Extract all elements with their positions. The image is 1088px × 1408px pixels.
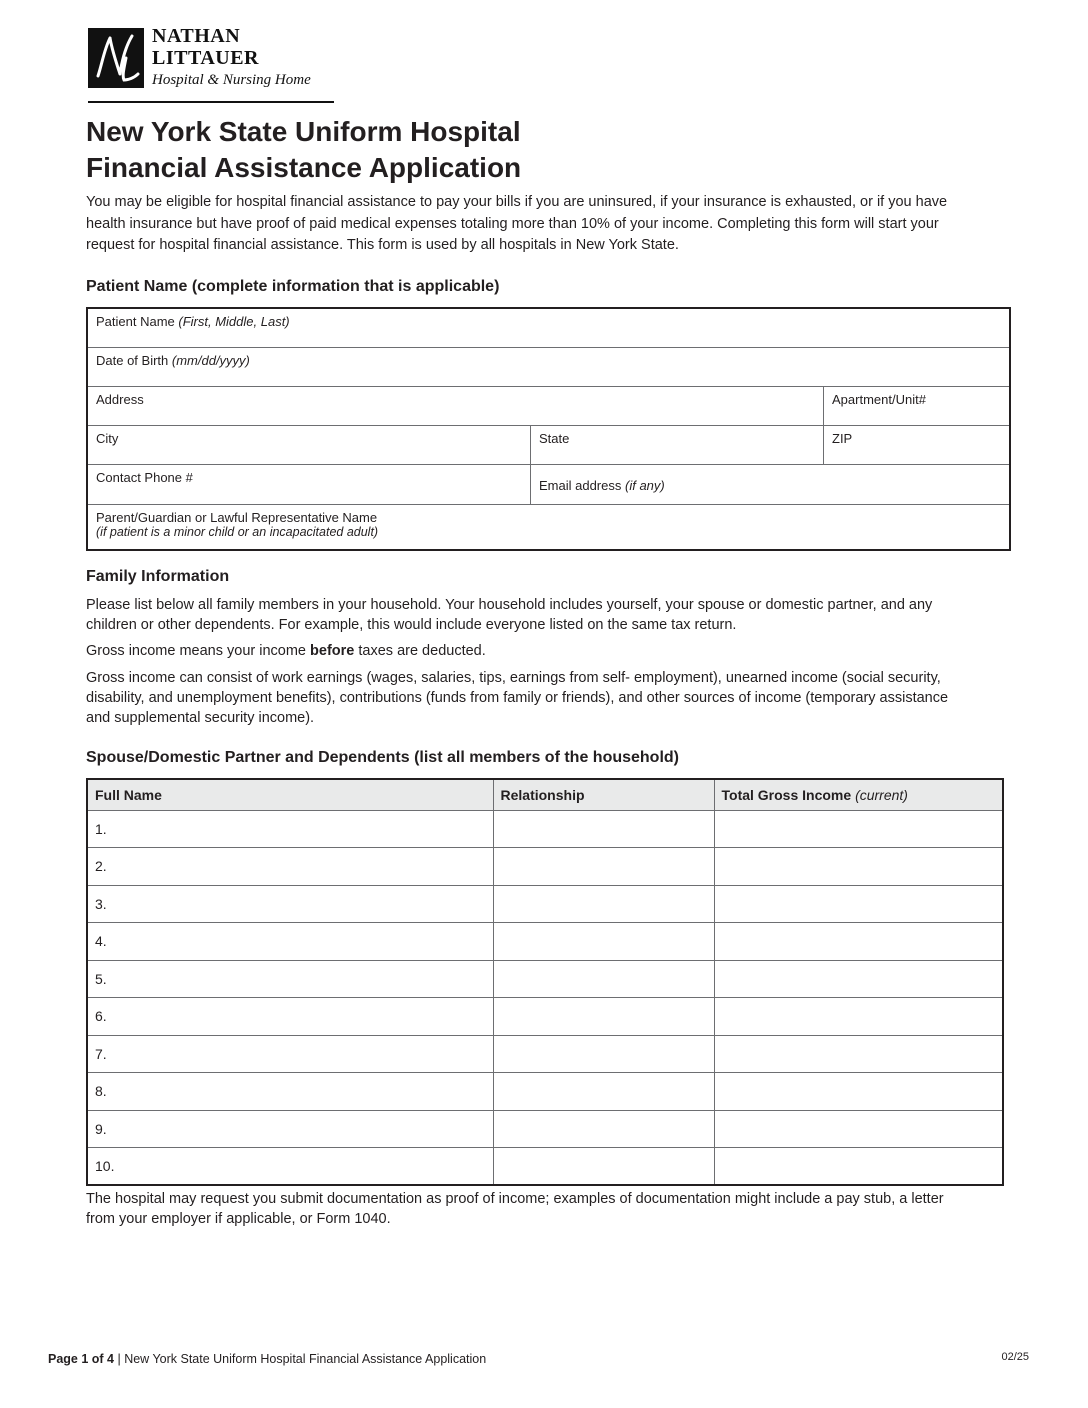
city-label: City bbox=[96, 431, 119, 446]
guardian-row bbox=[88, 505, 1009, 549]
page-title bbox=[86, 114, 521, 186]
phone-field[interactable] bbox=[88, 465, 530, 504]
patient-name-field[interactable] bbox=[88, 309, 1009, 347]
apartment-label: Apartment/Unit# bbox=[832, 392, 926, 407]
table-row bbox=[87, 998, 1003, 1036]
phone-label: Contact Phone # bbox=[96, 470, 193, 485]
contact-row bbox=[88, 465, 1009, 505]
relationship-cell[interactable] bbox=[493, 1110, 714, 1148]
table-row bbox=[87, 1035, 1003, 1073]
gross-income-cell[interactable] bbox=[714, 923, 1003, 961]
logo-name-line2: LITTAUER bbox=[152, 47, 259, 69]
relationship-cell[interactable] bbox=[493, 810, 714, 848]
relationship-cell[interactable] bbox=[493, 1148, 714, 1186]
patient-info-box bbox=[86, 307, 1011, 551]
zip-label: ZIP bbox=[832, 431, 853, 446]
full-name-cell[interactable]: 10. bbox=[87, 1148, 493, 1186]
full-name-cell[interactable]: 9. bbox=[87, 1110, 493, 1148]
state-field[interactable] bbox=[530, 426, 823, 464]
documentation-note: The hospital may request you submit documentation as proof of income; examples of documentation might include a pay stub, a letter from your employer if applicable, or Form 1040. bbox=[86, 1191, 944, 1227]
table-row bbox=[87, 848, 1003, 886]
patient-name-label: Patient Name bbox=[96, 314, 175, 329]
relationship-cell[interactable] bbox=[493, 885, 714, 923]
col-total-gross-income: Total Gross Income (current) bbox=[714, 779, 1003, 810]
title-line-2: Financial Assistance Application bbox=[86, 152, 522, 183]
email-field[interactable] bbox=[530, 465, 1009, 504]
patient-name-hint: (First, Middle, Last) bbox=[178, 314, 290, 329]
page-number: Page 1 of 4 bbox=[48, 1352, 114, 1366]
dob-hint: (mm/dd/yyyy) bbox=[171, 353, 250, 368]
revision-date: 02/25 bbox=[1001, 1351, 1029, 1363]
gross-income-cell[interactable] bbox=[714, 1148, 1003, 1186]
dob-row bbox=[88, 348, 1009, 387]
table-row bbox=[87, 960, 1003, 998]
family-paragraph-1: Please list below all family members in your household. Your household includes yourself, your spouse or domestic partner, and any children or other dependents. For example, this would include everyone listed on the same tax return. bbox=[86, 597, 933, 633]
page-footer: Page 1 of 4 | New York State Uniform Hospital Financial Assistance Application bbox=[48, 1352, 487, 1366]
family-section-heading: Family Information bbox=[86, 568, 230, 585]
relationship-cell[interactable] bbox=[493, 848, 714, 886]
email-label: Email address bbox=[539, 478, 622, 493]
full-name-cell[interactable]: 2. bbox=[87, 848, 493, 886]
patient-name-row bbox=[88, 309, 1009, 348]
family-paragraph-3: Gross income can consist of work earnings (wages, salaries, tips, earnings from self- employment), unearned income (social security, disability, and unemployment benefits), contributions (funds from family or friends), and other sources of income (temporary assistance and supplemental security income). bbox=[86, 670, 949, 726]
guardian-label: Parent/Guardian or Lawful Representative Name bbox=[96, 510, 378, 525]
hospital-logo bbox=[88, 26, 334, 106]
household-heading: Spouse/Domestic Partner and Dependents (list all members of the household) bbox=[86, 749, 679, 766]
gross-income-cell[interactable] bbox=[714, 1073, 1003, 1111]
logo-underline bbox=[88, 101, 334, 103]
family-paragraph-2: Gross income means your income before taxes are deducted. bbox=[86, 643, 486, 659]
relationship-cell[interactable] bbox=[493, 1035, 714, 1073]
full-name-cell[interactable]: 8. bbox=[87, 1073, 493, 1111]
full-name-cell[interactable]: 1. bbox=[87, 810, 493, 848]
logo-subtitle: Hospital & Nursing Home bbox=[152, 72, 311, 88]
full-name-cell[interactable]: 3. bbox=[87, 885, 493, 923]
email-hint: (if any) bbox=[625, 478, 665, 493]
patient-section-heading: Patient Name (complete information that is applicable) bbox=[86, 278, 500, 295]
col-relationship: Relationship bbox=[493, 779, 714, 810]
full-name-cell[interactable]: 6. bbox=[87, 998, 493, 1036]
full-name-cell[interactable]: 4. bbox=[87, 923, 493, 961]
intro-paragraph: You may be eligible for hospital financial assistance to pay your bills if you are uninsured, if your insurance is exhausted, or if you have health insurance but have proof of paid medical expenses totaling more than 10% of your income. Completing this form will start your request for hospital financial assistance. This form is used by all hospitals in New York State. bbox=[86, 194, 948, 253]
table-row bbox=[87, 810, 1003, 848]
full-name-cell[interactable]: 7. bbox=[87, 1035, 493, 1073]
title-line-1: New York State Uniform Hospital bbox=[86, 116, 521, 147]
address-field[interactable] bbox=[88, 387, 823, 425]
relationship-cell[interactable] bbox=[493, 923, 714, 961]
relationship-cell[interactable] bbox=[493, 998, 714, 1036]
table-row bbox=[87, 1110, 1003, 1148]
dob-label: Date of Birth bbox=[96, 353, 169, 368]
table-row bbox=[87, 1073, 1003, 1111]
gross-income-cell[interactable] bbox=[714, 1035, 1003, 1073]
household-table-header bbox=[87, 779, 1003, 810]
zip-field[interactable] bbox=[823, 426, 1009, 464]
relationship-cell[interactable] bbox=[493, 960, 714, 998]
table-row bbox=[87, 1148, 1003, 1186]
guardian-hint: (if patient is a minor child or an incapacitated adult) bbox=[96, 525, 379, 539]
dob-field[interactable] bbox=[88, 348, 1009, 386]
city-field[interactable] bbox=[88, 426, 530, 464]
gross-income-cell[interactable] bbox=[714, 810, 1003, 848]
household-table bbox=[86, 778, 1004, 1186]
state-label: State bbox=[539, 431, 570, 446]
table-row bbox=[87, 923, 1003, 961]
nl-monogram-icon bbox=[88, 28, 144, 88]
apartment-field[interactable] bbox=[823, 387, 1009, 425]
gross-income-cell[interactable] bbox=[714, 885, 1003, 923]
table-row bbox=[87, 885, 1003, 923]
gross-income-cell[interactable] bbox=[714, 998, 1003, 1036]
footer-doc-title: New York State Uniform Hospital Financial Assistance Application bbox=[124, 1352, 487, 1366]
address-row bbox=[88, 387, 1009, 426]
logo-name-line1: NATHAN bbox=[152, 25, 241, 47]
gross-income-cell[interactable] bbox=[714, 1110, 1003, 1148]
address-label: Address bbox=[96, 392, 144, 407]
gross-income-cell[interactable] bbox=[714, 848, 1003, 886]
full-name-cell[interactable]: 5. bbox=[87, 960, 493, 998]
relationship-cell[interactable] bbox=[493, 1073, 714, 1111]
col-full-name: Full Name bbox=[87, 779, 493, 810]
gross-income-cell[interactable] bbox=[714, 960, 1003, 998]
guardian-field[interactable] bbox=[88, 505, 1009, 549]
city-state-zip-row bbox=[88, 426, 1009, 465]
